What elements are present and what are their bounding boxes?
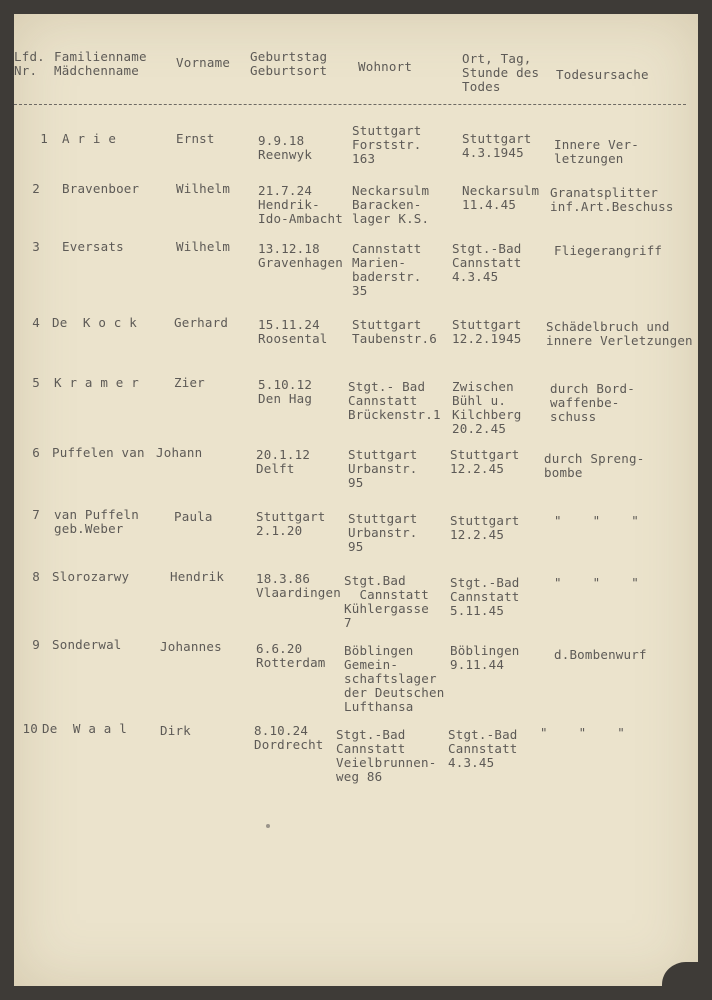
row-10-tod: Stgt.-Bad Cannstatt 4.3.45 bbox=[448, 727, 518, 770]
row-10-nr: 10 bbox=[22, 721, 38, 736]
row-4-geburt: 15.11.24 Roosental bbox=[258, 317, 328, 346]
row-3-name: Eversats bbox=[62, 239, 124, 254]
row-6-geburt: 20.1.12 Delft bbox=[256, 447, 311, 476]
row-7-vorname: Paula bbox=[174, 509, 213, 524]
row-3-nr: 3 bbox=[32, 239, 40, 254]
row-4-name: De K o c k bbox=[52, 315, 137, 330]
row-4-tod: Stuttgart 12.2.1945 bbox=[452, 317, 522, 346]
row-9-nr: 9 bbox=[32, 637, 40, 652]
row-9-geburt: 6.6.20 Rotterdam bbox=[256, 641, 326, 670]
row-1-vorname: Ernst bbox=[176, 131, 215, 146]
header-todesursache: Todesursache bbox=[556, 67, 649, 82]
row-7-ursache: " " " bbox=[554, 513, 639, 528]
row-4-ursache: Schädelbruch und innere Verletzungen bbox=[546, 319, 693, 348]
row-2-ursache: Granatsplitter inf.Art.Beschuss bbox=[550, 185, 674, 214]
row-8-wohnort: Stgt.Bad Cannstatt Kühlergasse 7 bbox=[344, 573, 429, 630]
row-1-wohnort: Stuttgart Forststr. 163 bbox=[352, 123, 422, 166]
row-3-tod: Stgt.-Bad Cannstatt 4.3.45 bbox=[452, 241, 522, 284]
row-6-ursache: durch Spreng- bombe bbox=[544, 451, 645, 480]
row-3-geburt: 13.12.18 Gravenhagen bbox=[258, 241, 343, 270]
row-10-name: De W a a l bbox=[42, 721, 127, 736]
header-wohnort: Wohnort bbox=[358, 59, 413, 74]
row-7-tod: Stuttgart 12.2.45 bbox=[450, 513, 520, 542]
row-5-geburt: 5.10.12 Den Hag bbox=[258, 377, 313, 406]
row-10-ursache: " " " bbox=[540, 725, 625, 740]
row-9-vorname: Johannes bbox=[160, 639, 222, 654]
row-9-tod: Böblingen 9.11.44 bbox=[450, 643, 520, 672]
row-5-nr: 5 bbox=[32, 375, 40, 390]
row-4-nr: 4 bbox=[32, 315, 40, 330]
row-9-ursache: d.Bombenwurf bbox=[554, 647, 647, 662]
row-2-geburt: 21.7.24 Hendrik- Ido-Ambacht bbox=[258, 183, 343, 226]
row-7-nr: 7 bbox=[32, 507, 40, 522]
ink-spot bbox=[266, 824, 270, 828]
row-1-tod: Stuttgart 4.3.1945 bbox=[462, 131, 532, 160]
row-10-geburt: 8.10.24 Dordrecht bbox=[254, 723, 324, 752]
row-6-name: Puffelen van bbox=[52, 445, 145, 460]
row-8-tod: Stgt.-Bad Cannstatt 5.11.45 bbox=[450, 575, 520, 618]
row-6-vorname: Johann bbox=[156, 445, 203, 460]
row-8-nr: 8 bbox=[32, 569, 40, 584]
row-7-wohnort: Stuttgart Urbanstr. 95 bbox=[348, 511, 418, 554]
row-1-geburt: 9.9.18 Reenwyk bbox=[258, 133, 313, 162]
row-5-name: K r a m e r bbox=[54, 375, 139, 390]
row-5-vorname: Zier bbox=[174, 375, 205, 390]
row-4-wohnort: Stuttgart Taubenstr.6 bbox=[352, 317, 437, 346]
row-1-ursache: Innere Ver- letzungen bbox=[554, 137, 639, 166]
row-5-tod: Zwischen Bühl u. Kilchberg 20.2.45 bbox=[452, 379, 522, 436]
row-9-name: Sonderwal bbox=[52, 637, 122, 652]
row-3-ursache: Fliegerangriff bbox=[554, 243, 663, 258]
row-6-wohnort: Stuttgart Urbanstr. 95 bbox=[348, 447, 418, 490]
row-10-wohnort: Stgt.-Bad Cannstatt Veielbrunnen- weg 86 bbox=[336, 727, 437, 784]
row-8-vorname: Hendrik bbox=[170, 569, 225, 584]
row-2-tod: Neckarsulm 11.4.45 bbox=[462, 183, 540, 212]
row-6-tod: Stuttgart 12.2.45 bbox=[450, 447, 520, 476]
row-4-vorname: Gerhard bbox=[174, 315, 229, 330]
torn-corner bbox=[662, 962, 698, 986]
row-10-vorname: Dirk bbox=[160, 723, 191, 738]
row-8-ursache: " " " bbox=[554, 575, 639, 590]
row-7-name: van Puffeln geb.Weber bbox=[54, 507, 139, 536]
header-ort-tag-stunde: Ort, Tag, Stunde des Todes bbox=[462, 51, 540, 94]
row-2-name: Bravenboer bbox=[62, 181, 140, 196]
row-3-wohnort: Cannstatt Marien- baderstr. 35 bbox=[352, 241, 422, 298]
row-3-vorname: Wilhelm bbox=[176, 239, 231, 254]
row-2-vorname: Wilhelm bbox=[176, 181, 231, 196]
row-5-wohnort: Stgt.- Bad Cannstatt Brückenstr.1 bbox=[348, 379, 441, 422]
row-8-name: Slorozarwy bbox=[52, 569, 130, 584]
header-familienname: Familienname Mädchenname bbox=[54, 49, 147, 78]
document-page bbox=[14, 14, 698, 986]
row-5-ursache: durch Bord- waffenbe- schuss bbox=[550, 381, 635, 424]
row-7-geburt: Stuttgart 2.1.20 bbox=[256, 509, 326, 538]
header-lfd-nr: Lfd. Nr. bbox=[14, 49, 45, 78]
row-6-nr: 6 bbox=[32, 445, 40, 460]
row-2-nr: 2 bbox=[32, 181, 40, 196]
header-vorname: Vorname bbox=[176, 55, 231, 70]
row-1-name: A r i e bbox=[62, 131, 117, 146]
row-9-wohnort: Böblingen Gemein- schaftslager der Deutschen Lufthansa bbox=[344, 643, 445, 714]
row-2-wohnort: Neckarsulm Baracken- lager K.S. bbox=[352, 183, 430, 226]
header-geburtstag: Geburtstag Geburtsort bbox=[250, 49, 328, 78]
header-divider bbox=[14, 104, 686, 105]
row-1-nr: 1 bbox=[40, 131, 48, 146]
row-8-geburt: 18.3.86 Vlaardingen bbox=[256, 571, 341, 600]
